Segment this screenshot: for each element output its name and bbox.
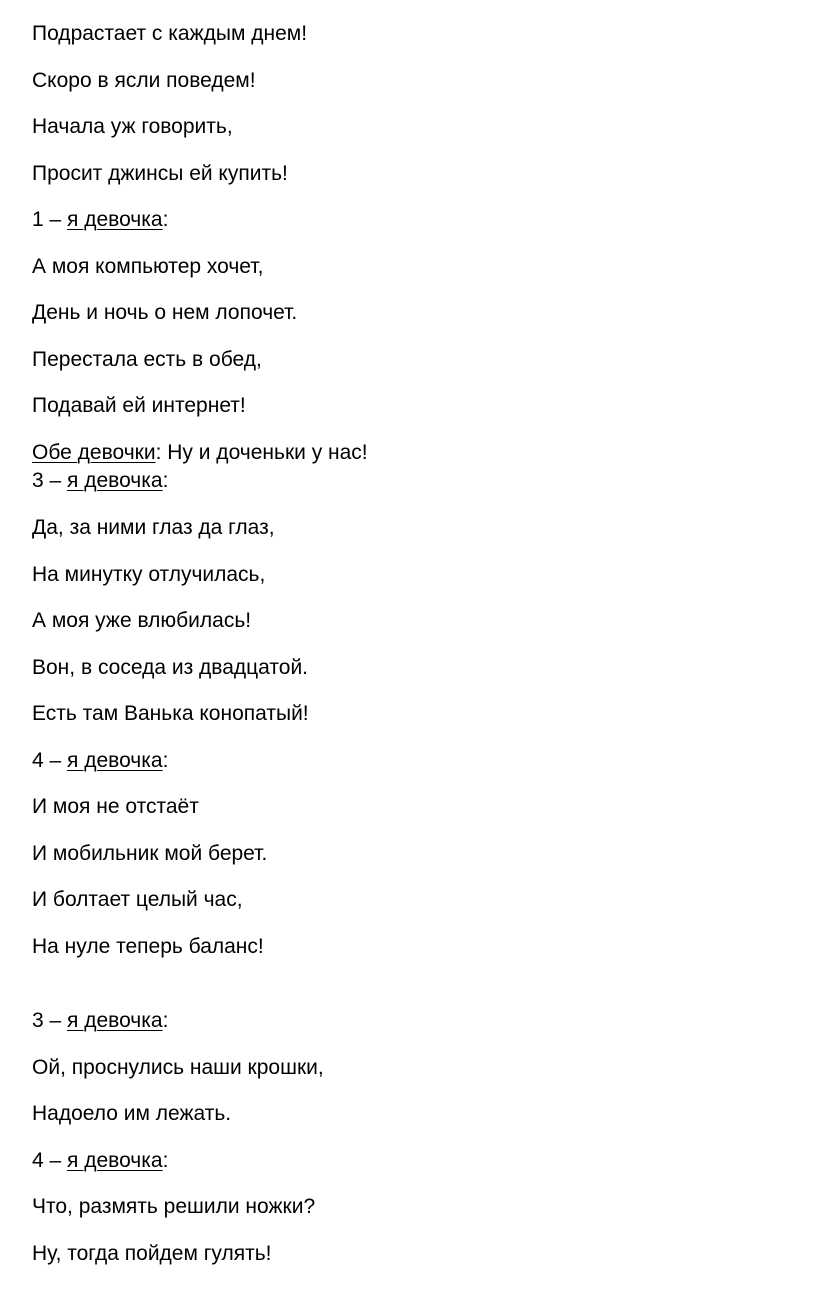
speaker-name: я девочка: [67, 1009, 163, 1032]
verse-line: Подрастает с каждым днем!: [32, 22, 308, 45]
speaker-suffix: :: [162, 469, 169, 492]
speaker-name: я девочка: [67, 469, 163, 492]
speaker-prefix: 3 –: [32, 469, 68, 492]
verse-line: Ну, тогда пойдем гулять!: [32, 1242, 272, 1265]
verse-line: Есть там Ванька конопатый!: [32, 702, 309, 725]
speaker-prefix: 3 –: [32, 1009, 68, 1032]
verse-line: Начала уж говорить,: [32, 115, 233, 138]
verse-line: Что, размять решили ножки?: [32, 1195, 316, 1218]
speaker-line: [32, 440, 368, 466]
verse-line: На минутку отлучилась,: [32, 563, 266, 586]
verse-line: Просит джинсы ей купить!: [32, 162, 288, 185]
speaker-name: Обе девочки: [32, 441, 156, 464]
verse-line: Да, за ними глаз да глаз,: [32, 516, 275, 539]
speaker-name: я девочка: [67, 1149, 163, 1172]
speaker-line: [32, 748, 168, 774]
speaker-prefix: 1 –: [32, 208, 68, 231]
speaker-name: я девочка: [67, 208, 163, 231]
speaker-name: я девочка: [67, 749, 163, 772]
speaker-suffix: :: [162, 749, 169, 772]
verse-line: Перестала есть в обед,: [32, 348, 262, 371]
speaker-line: [32, 1008, 168, 1034]
verse-line: А моя компьютер хочет,: [32, 255, 264, 278]
speaker-suffix: :: [162, 208, 169, 231]
verse-line: И моя не отстаёт: [32, 795, 199, 818]
speaker-prefix: 4 –: [32, 749, 68, 772]
verse-line: Вон, в соседа из двадцатой.: [32, 656, 309, 679]
verse-line: А моя уже влюбилась!: [32, 609, 252, 632]
speaker-suffix: :: [162, 1009, 169, 1032]
speaker-prefix: 4 –: [32, 1149, 68, 1172]
verse-line: День и ночь о нем лопочет.: [32, 301, 298, 324]
verse-line: Скоро в ясли поведем!: [32, 69, 256, 92]
speaker-suffix: :: [162, 1149, 169, 1172]
verse-line: На нуле теперь баланс!: [32, 935, 264, 958]
verse-line: Подавай ей интернет!: [32, 394, 246, 417]
speaker-line: [32, 1148, 168, 1174]
speaker-line: [32, 468, 168, 494]
speaker-line: [32, 207, 168, 233]
verse-line: Ой, проснулись наши крошки,: [32, 1056, 324, 1079]
verse-line: И мобильник мой берет.: [32, 842, 268, 865]
speaker-suffix: : Ну и доченьки у нас!: [155, 441, 368, 464]
verse-line: Надоело им лежать.: [32, 1102, 232, 1125]
verse-line: И болтает целый час,: [32, 888, 243, 911]
